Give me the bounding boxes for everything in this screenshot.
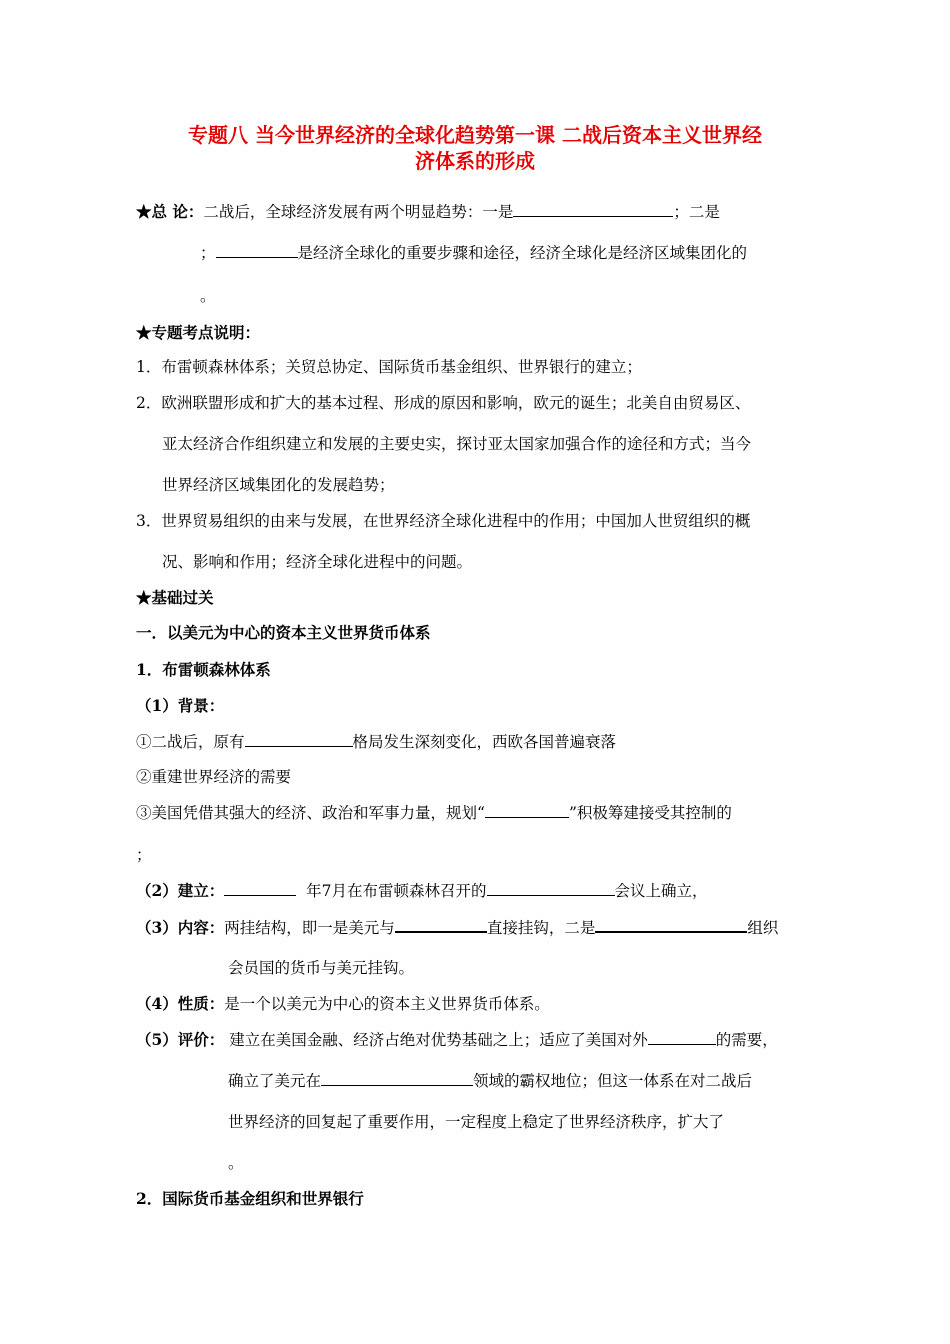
overview-line-2 xyxy=(200,242,747,264)
exam-point-2-line-2: 亚太经济合作组织建立和发展的主要史实，探讨亚太国家加强合作的途径和方式；当今 xyxy=(162,435,752,453)
exam-point-3-line-2: 况、影响和作用；经济全球化进程中的问题。 xyxy=(162,553,473,571)
exam-point-1: 1．布雷顿森林体系；关贸总协定、国际货币基金组织、世界银行的建立； xyxy=(136,358,642,376)
establishment-line xyxy=(136,880,708,902)
section-1-heading: 一．以美元为中心的资本主义世界货币体系 xyxy=(136,623,431,642)
nature-line xyxy=(136,993,550,1015)
overview-line-1 xyxy=(136,201,720,223)
content-text: 组织 xyxy=(747,919,779,937)
overview-label: ★总 论： xyxy=(136,202,204,221)
content-text: 直接挂钩，二是 xyxy=(486,919,596,937)
content-line-1 xyxy=(136,916,778,939)
evaluation-text: 领域的霸权地位；但这一体系在对二战后 xyxy=(473,1072,753,1090)
overview-text: ；二是 xyxy=(673,203,720,221)
answer-blank[interactable] xyxy=(648,1029,716,1045)
background-item-3 xyxy=(136,802,732,824)
subsection-1-heading: 1．布雷顿森林体系 xyxy=(136,660,271,679)
bg1-text: 格局发生深刻变化，西欧各国普遍衰落 xyxy=(352,733,617,751)
establishment-label: （2）建立： xyxy=(136,881,225,900)
evaluation-text: 确立了美元在 xyxy=(228,1072,322,1090)
background-item-2: ②重建世界经济的需要 xyxy=(136,768,292,786)
answer-blank[interactable] xyxy=(395,916,487,933)
evaluation-text: 建立在美国金融、经济占绝对优势基础之上；适应了美国对外 xyxy=(229,1031,648,1049)
exam-point-2-line-3: 世界经济区域集团化的发展趋势； xyxy=(162,476,395,494)
overview-line-3 xyxy=(200,285,216,307)
answer-blank[interactable] xyxy=(245,731,353,747)
content-line-2: 会员国的货币与美元挂钩。 xyxy=(228,959,415,977)
nature-text: 是一个以美元为中心的资本主义世界货币体系。 xyxy=(224,995,550,1013)
nature-label: （4）性质： xyxy=(136,994,225,1013)
subsection-2-heading: 2．国际货币基金组织和世界银行 xyxy=(136,1189,364,1208)
answer-blank[interactable] xyxy=(595,916,747,933)
evaluation-text: 的需要， xyxy=(715,1031,778,1049)
overview-text: 二战后，全球经济发展有两个明显趋势：一是 xyxy=(203,203,514,221)
establishment-text: 年7月在布雷顿森林召开的 xyxy=(306,882,487,900)
overview-end: 。 xyxy=(200,287,216,305)
background-label: （1）背景： xyxy=(136,696,225,715)
overview-text: 是经济全球化的重要步骤和途径，经济全球化是经济区域集团化的 xyxy=(297,244,748,262)
evaluation-line-1 xyxy=(136,1029,778,1051)
bg3-text: ③美国凭借其强大的经济、政治和军事力量，规划“ xyxy=(136,804,485,822)
answer-blank[interactable] xyxy=(513,201,673,217)
answer-blank[interactable] xyxy=(216,242,298,258)
evaluation-line-2 xyxy=(228,1070,752,1092)
exam-points-heading: ★专题考点说明： xyxy=(136,323,261,342)
evaluation-label: （5）评价： xyxy=(136,1030,225,1049)
title-line-2: 济体系的形成 xyxy=(415,149,535,173)
answer-blank[interactable] xyxy=(224,880,296,896)
content-text: 两挂结构，即一是美元与 xyxy=(224,919,395,937)
title-line-1: 专题八 当今世界经济的全球化趋势第一课 二战后资本主义世界经 xyxy=(188,123,762,147)
bg3-text: ”积极筹建接受其控制的 xyxy=(568,804,732,822)
exam-point-2-line-1: 2．欧洲联盟形成和扩大的基本过程、形成的原因和影响，欧元的诞生；北美自由贸易区、 xyxy=(136,394,751,412)
answer-blank[interactable] xyxy=(487,880,615,896)
page-title xyxy=(0,122,950,174)
content-label: （3）内容： xyxy=(136,918,225,937)
evaluation-line-3: 世界经济的回复起了重要作用，一定程度上稳定了世界经济秩序，扩大了 xyxy=(228,1113,725,1131)
background-item-3-end: ； xyxy=(136,846,152,864)
evaluation-end: 。 xyxy=(228,1154,244,1172)
overview-semicolon: ； xyxy=(200,244,216,262)
exam-point-3-line-1: 3．世界贸易组织的由来与发展，在世界经济全球化进程中的作用；中国加人世贸组织的概 xyxy=(136,512,751,530)
establishment-text: 会议上确立， xyxy=(614,882,708,900)
answer-blank[interactable] xyxy=(485,802,569,818)
bg1-text: ①二战后，原有 xyxy=(136,733,245,751)
answer-blank[interactable] xyxy=(321,1070,473,1086)
basics-heading: ★基础过关 xyxy=(136,588,214,607)
background-item-1 xyxy=(136,731,616,753)
